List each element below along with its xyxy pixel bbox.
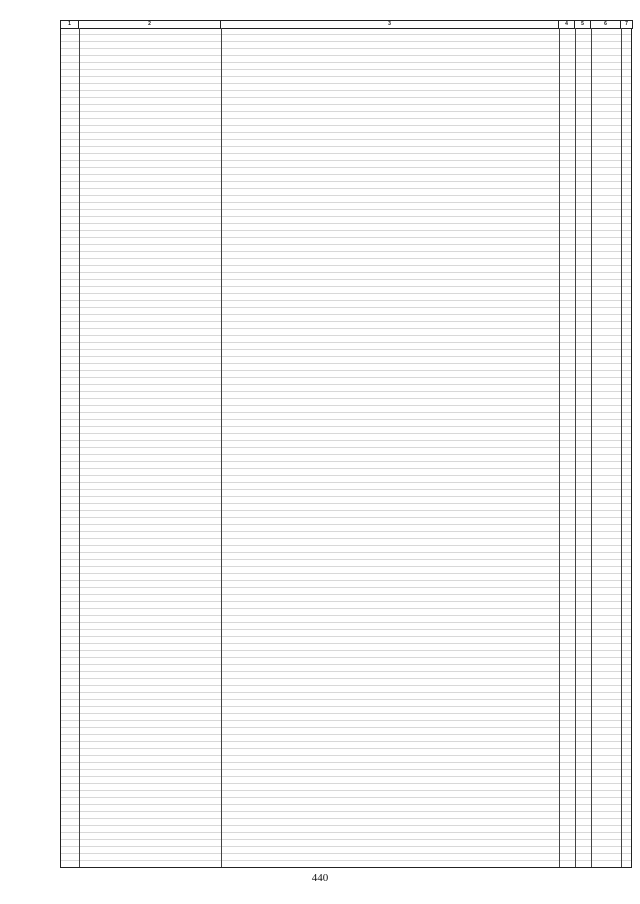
column-divider <box>559 28 560 867</box>
column-divider <box>79 28 80 867</box>
column-divider <box>221 28 222 867</box>
header-col-2: 2 <box>79 21 221 29</box>
header-col-4: 4 <box>559 21 575 29</box>
header-col-1: 1 <box>61 21 79 29</box>
column-divider <box>621 28 622 867</box>
header-col-5: 5 <box>575 21 591 29</box>
registry-table-body <box>60 28 632 868</box>
column-divider <box>575 28 576 867</box>
header-col-6: 6 <box>591 21 621 29</box>
header-col-3: 3 <box>221 21 559 29</box>
header-col-7: 7 <box>621 21 633 29</box>
page-number: 440 <box>311 872 329 884</box>
column-divider <box>591 28 592 867</box>
